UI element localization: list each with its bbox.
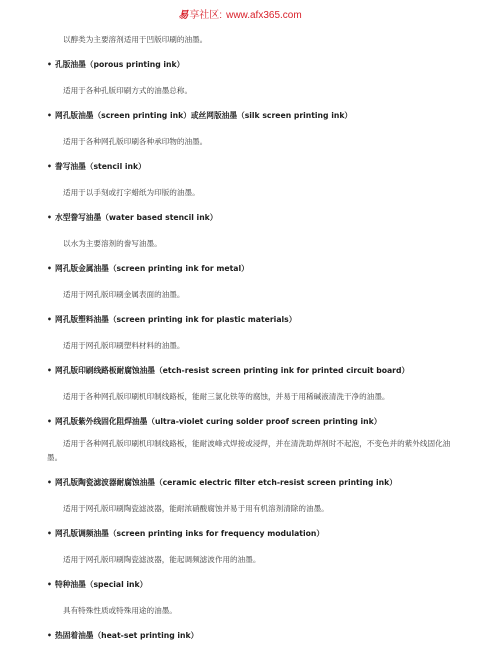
entry-description: 适用于各种网孔版印刷机印制线路板，能耐三氯化铁等的腐蚀，并易于用稀碱液清洗干净的油墨。 xyxy=(63,392,390,401)
entry-term xyxy=(0,263,480,274)
term-text: 水型誊写油墨（water based stencil ink） xyxy=(55,213,218,222)
document-body xyxy=(0,34,480,641)
term-text: 网孔版印刷线路板耐腐蚀油墨（etch-resist screen printing ink for printed circuit board） xyxy=(55,366,410,375)
term-text: 网孔版塑料油墨（screen printing ink for plastic materials） xyxy=(55,315,297,324)
entry-description: 以醇类为主要溶剂适用于凹版印刷的油墨。 xyxy=(63,35,208,44)
entry-description: 适用于网孔版印刷金属表面的油墨。 xyxy=(63,290,185,299)
page-header xyxy=(0,9,480,22)
bullet-icon: • xyxy=(47,417,52,426)
entry-description: 适用于各种孔版印刷方式的油墨总称。 xyxy=(63,86,193,95)
term-text: 网孔版油墨（screen printing ink）或丝网版油墨（silk screen printing ink） xyxy=(55,111,353,120)
entry-description: 适用于以手刻或打字蜡纸为印版的油墨。 xyxy=(63,188,200,197)
bullet-icon: • xyxy=(47,529,52,538)
term-text: 网孔版紫外线固化阻焊油墨（ultra-violet curing solder proof screen printing ink） xyxy=(55,417,382,426)
entry-description: 以水为主要溶剂的誊写油墨。 xyxy=(63,239,162,248)
entry-term xyxy=(0,314,480,325)
entry-term xyxy=(0,416,480,427)
bullet-icon: • xyxy=(47,366,52,375)
entry-term xyxy=(0,630,480,641)
site-name: 享社区: xyxy=(189,10,223,21)
entry-description: 适用于网孔版印刷陶瓷滤波器，能起调频滤波作用的油墨。 xyxy=(63,555,261,564)
term-text: 网孔版陶瓷滤波器耐腐蚀油墨（ceramic electric filter etch-resist screen printing ink） xyxy=(55,478,397,487)
entry-term xyxy=(0,365,480,376)
bullet-icon: • xyxy=(47,213,52,222)
entry-description: 适用于网孔版印刷塑料材料的油墨。 xyxy=(63,341,185,350)
term-text: 网孔版金属油墨（screen printing ink for metal） xyxy=(55,264,249,273)
term-text: 热固着油墨（heat-set printing ink） xyxy=(55,631,199,640)
entry-description: 适用于各种网孔版印刷机印制线路板，能耐波峰式焊接或浸焊，并在清洗助焊剂时不起泡，不变色并的紫外线固化油墨。 xyxy=(47,439,451,462)
bullet-icon: • xyxy=(47,264,52,273)
entry-description: 具有特殊性质或特殊用途的油墨。 xyxy=(63,606,177,615)
site-logo-icon: 易 xyxy=(178,10,189,21)
site-url-link[interactable]: www.afx365.com xyxy=(226,10,302,21)
entry-term xyxy=(0,161,480,172)
bullet-icon: • xyxy=(47,478,52,487)
bullet-icon: • xyxy=(47,111,52,120)
bullet-icon: • xyxy=(47,631,52,640)
entry-description: 适用于各种网孔版印刷各种承印物的油墨。 xyxy=(63,137,208,146)
term-text: 孔版油墨（porous printing ink） xyxy=(55,60,185,69)
entry-term xyxy=(0,59,480,70)
term-text: 特种油墨（special ink） xyxy=(55,580,148,589)
entry-term xyxy=(0,528,480,539)
entry-term xyxy=(0,477,480,488)
entry-term xyxy=(0,212,480,223)
bullet-icon: • xyxy=(47,580,52,589)
bullet-icon: • xyxy=(47,60,52,69)
bullet-icon: • xyxy=(47,315,52,324)
bullet-icon: • xyxy=(47,162,52,171)
entry-description: 适用于网孔版印刷陶瓷滤波器，能耐浓硝酸腐蚀并易于用有机溶剂清除的油墨。 xyxy=(63,504,329,513)
entry-term xyxy=(0,110,480,121)
entry-term xyxy=(0,579,480,590)
term-text: 誊写油墨（stencil ink） xyxy=(55,162,146,171)
term-text: 网孔版调频油墨（screen printing inks for frequency modulation） xyxy=(55,529,325,538)
